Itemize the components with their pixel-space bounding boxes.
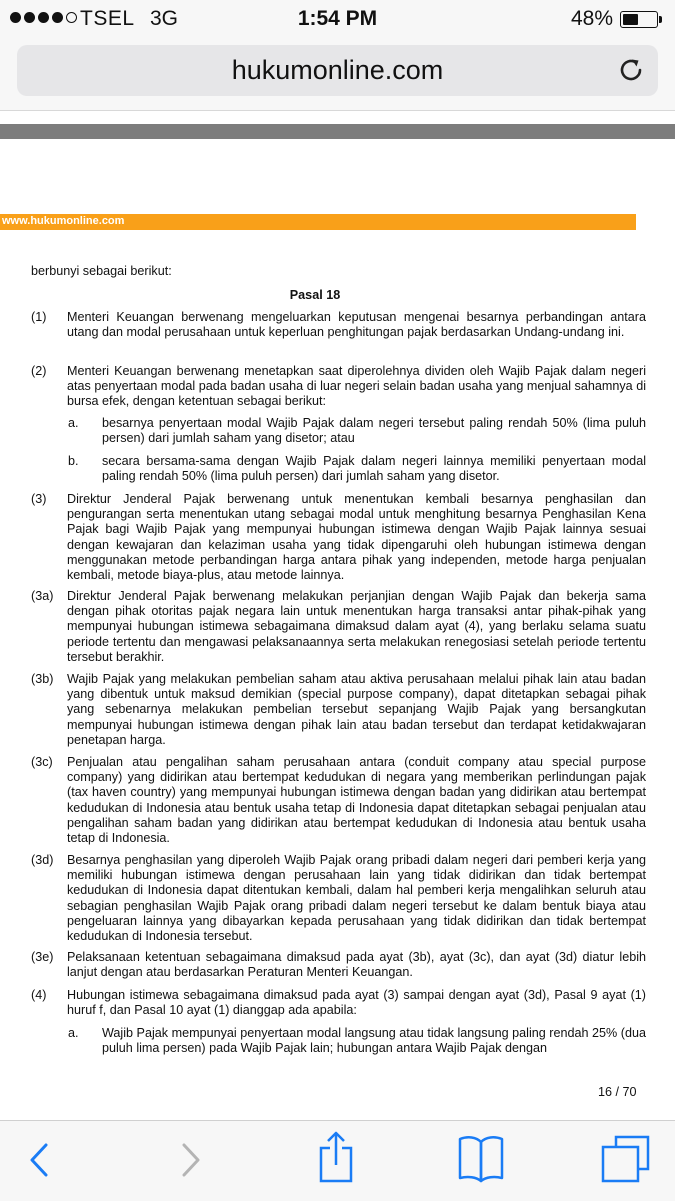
pdf-header-band	[0, 214, 636, 230]
item-number: (3b)	[31, 672, 54, 686]
reload-icon[interactable]	[616, 55, 646, 85]
item-number: (2)	[31, 364, 47, 378]
item-text: Menteri Keuangan berwenang menetapkan saat diperolehnya dividen oleh Wajib Pajak dalam negeri atas penyertaan modal pada badan usaha di luar negeri selain badan usaha yang menjual sahamnya di bursa efek, dengan ketentuan sebagai berikut:	[67, 364, 646, 409]
article-heading: Pasal 18	[289, 288, 341, 302]
item-text: Wajib Pajak yang melakukan pembelian saham atau aktiva perusahaan melalui pihak lain atau badan yang dibentuk untuk maksud demikian (special purpose company), dapat ditetapkan sebagai pihak yang sebenarnya melakukan pembelian tersebut sepanjang Wajib Pajak yang bersangkutan mempunyai hubungan istimewa dengan pihak lain atau badan tersebut dan terdapat ketidakwajaran penetapan harga.	[67, 672, 646, 747]
tabs-icon[interactable]	[585, 1121, 665, 1201]
item-text: Besarnya penghasilan yang diperoleh Wajib Pajak orang pribadi dalam negeri dari pemberi kerja yang memiliki hubungan istimewa dengan perusahaan lain yang tidak didirikan dan tidak bertempat kedudukan di Indonesia dapat ditentukan kembali, dalam hal pemberi kerja mengalihkan seluruh atau sebagian penghasilan Wajib Pajak orang pribadi dalam negeri tersebut ke dalam bentuk biaya atau pengeluaran lainnya yang dibayarkan kepada perusahaan yang tidak didirikan dan tidak bertempat kedudukan di Indonesia tersebut.	[67, 853, 646, 944]
share-icon[interactable]	[296, 1121, 376, 1201]
item-text: Penjualan atau pengalihan saham perusahaan antara (conduit company atau special purpose company) yang didirikan atau bertempat kedudukan di negara yang memberikan perlindungan pajak (tax haven country) yang mempunyai hubungan istimewa dengan badan yang didirikan atau bertempat kedudukan di Indonesia atau bentuk usaha tetap di Indonesia dapat ditetapkan sebagai penjualan atau pengalihan saham badan yang didirikan atau bertempat kedudukan di Indonesia atau bentuk usaha tetap di Indonesia.	[67, 755, 646, 846]
item-number: a.	[68, 416, 79, 430]
header-watermark: www.hukumonline.com	[2, 215, 125, 227]
url-text[interactable]: hukumonline.com	[231, 55, 444, 85]
intro-text: berbunyi sebagai berikut:	[31, 264, 172, 278]
address-bar[interactable]	[17, 45, 658, 96]
item-number: (3e)	[31, 950, 54, 964]
item-text: Wajib Pajak mempunyai penyertaan modal langsung atau tidak langsung paling rendah 25% (dua puluh lima persen) pada Wajib Pajak lain; hubungan antara Wajib Pajak dengan	[102, 1026, 646, 1056]
item-number: (3)	[31, 492, 47, 506]
item-number: a.	[68, 1026, 79, 1040]
battery-percent: 48%	[571, 7, 614, 30]
bookmarks-icon[interactable]	[441, 1121, 521, 1201]
item-text: Direktur Jenderal Pajak berwenang melakukan perjanjian dengan Wajib Pajak dan bekerja sama dengan pihak otoritas pajak negara lain untuk menentukan harga transaksi antar pihak-pihak yang mempunyai hubungan istimewa sebagaimana dimaksud dalam ayat (4), yang berlaku selama suatu periode tertentu dan mengawasi pelaksanaannya serta melakukan renegosiasi setelah periode tertentu tersebut berakhir.	[67, 589, 646, 664]
item-number: (1)	[31, 310, 47, 324]
item-text: Pelaksanaan ketentuan sebagaimana dimaksud pada ayat (3b), ayat (3c), dan ayat (3d) diatur lebih lanjut dengan atau berdasarkan Peraturan Menteri Keuangan.	[67, 950, 646, 980]
forward-icon	[150, 1121, 230, 1201]
item-text: besarnya penyertaan modal Wajib Pajak dalam negeri tersebut paling rendah 50% (lima puluh persen) dari jumlah saham yang disetor; atau	[102, 416, 646, 446]
battery-icon	[620, 11, 658, 28]
network-type: 3G	[150, 7, 179, 30]
item-number: b.	[68, 454, 79, 468]
item-text: Menteri Keuangan berwenang mengeluarkan keputusan mengenai besarnya perbandingan antara utang dan modal perusahaan untuk keperluan penghitungan pajak berdasarkan Undang-undang ini.	[67, 310, 646, 340]
browser-toolbar	[0, 1120, 675, 1201]
item-number: (3c)	[31, 755, 53, 769]
carrier-name: TSEL	[80, 7, 135, 30]
back-icon[interactable]	[0, 1121, 80, 1201]
page-indicator: 16 / 70	[598, 1085, 637, 1099]
browser-header	[0, 40, 675, 111]
item-number: (4)	[31, 988, 47, 1002]
item-number: (3d)	[31, 853, 54, 867]
item-text: Direktur Jenderal Pajak berwenang untuk menentukan kembali besarnya penghasilan dan pengurangan serta menentukan utang sebagai modal untuk menghitung besarnya Penghasilan Kena Pajak bagi Wajib Pajak yang mempunyai hubungan istimewa dengan Wajib Pajak lainnya sesuai dengan kewajaran dan kelaziman usaha yang tidak dipengaruhi oleh hubungan istimewa dengan menggunakan metode perbandingan harga antara pihak yang independen, metode harga penjualan kembali, metode biaya-plus, atau metode lainnya.	[67, 492, 646, 583]
status-time: 1:54 PM	[297, 7, 378, 30]
status-bar	[0, 0, 675, 40]
item-text: Hubungan istimewa sebagaimana dimaksud pada ayat (3) sampai dengan ayat (3d), Pasal 9 ayat (1) huruf f, dan Pasal 10 ayat (1) dianggap ada apabila:	[67, 988, 646, 1018]
item-text: secara bersama-sama dengan Wajib Pajak dalam negeri lainnya memiliki penyertaan modal paling rendah 50% (lima puluh persen) dari jumlah saham yang disetor.	[102, 454, 646, 484]
pdf-page-separator	[0, 124, 675, 139]
item-number: (3a)	[31, 589, 54, 603]
